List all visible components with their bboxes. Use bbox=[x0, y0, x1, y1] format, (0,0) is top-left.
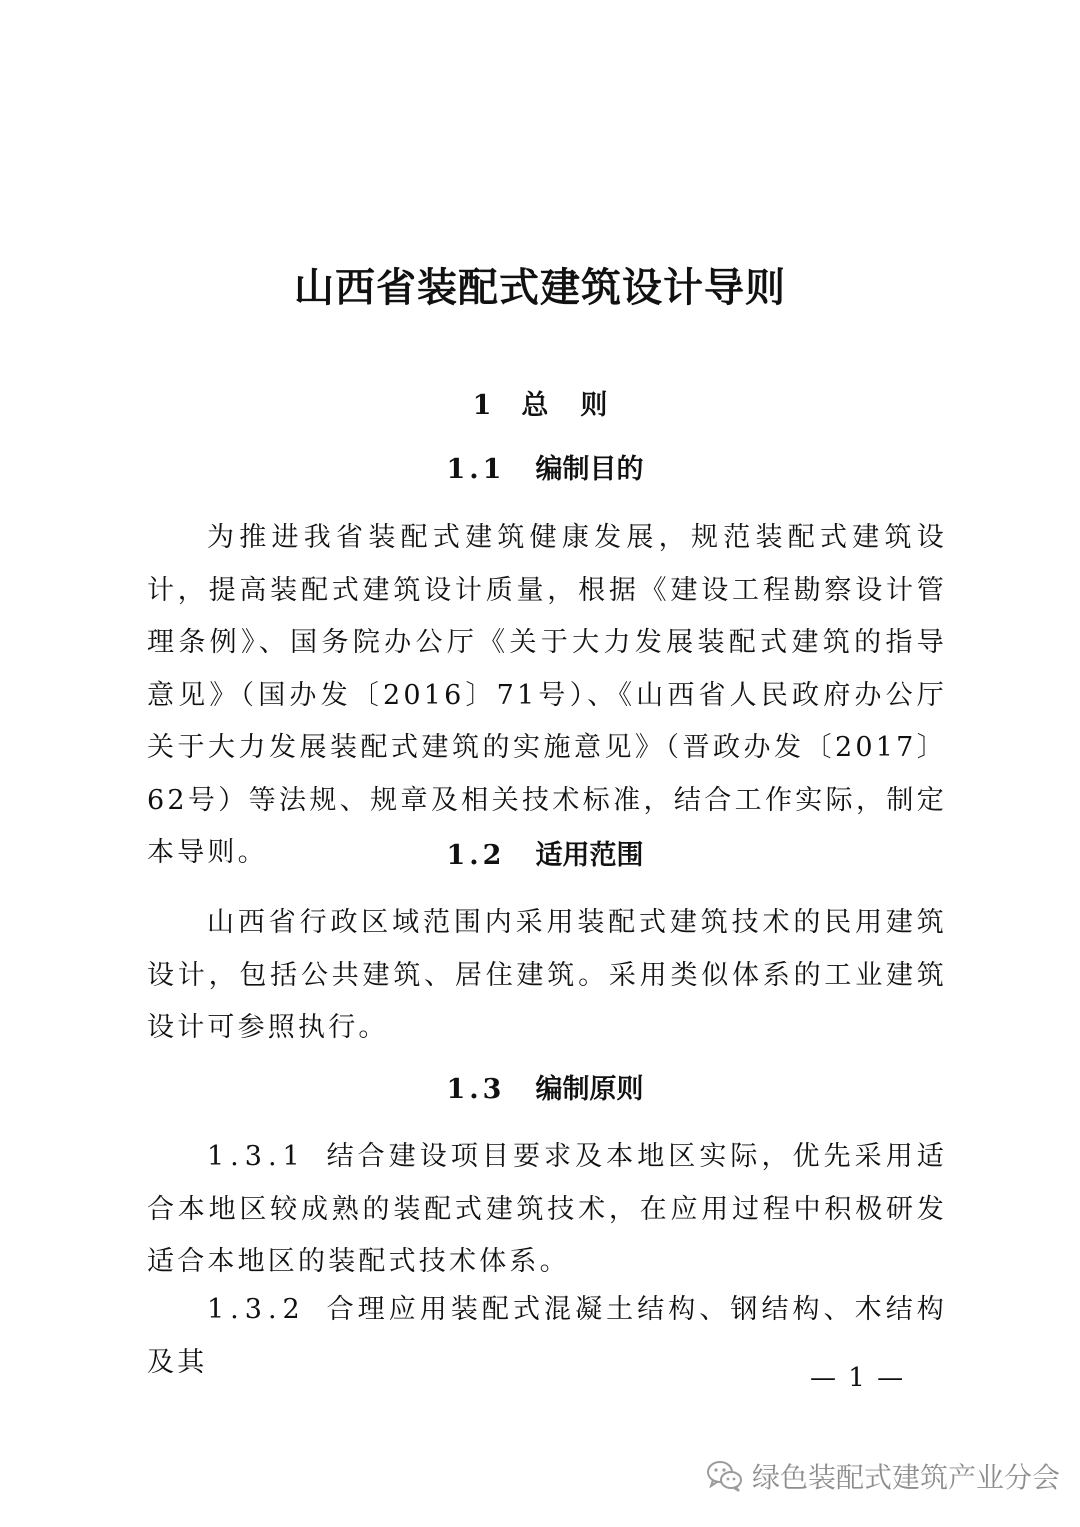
section-number: 1.3 bbox=[446, 1074, 506, 1105]
chapter-number: 1 bbox=[472, 390, 492, 421]
section-title: 编制目的 bbox=[535, 454, 644, 485]
section-heading-1-1 bbox=[0, 448, 1080, 492]
clause-text: 合理应用装配式混凝土结构、钢结构、木结构及其 bbox=[147, 1294, 947, 1378]
chapter-heading bbox=[0, 384, 1080, 428]
paragraph-scope: 山西省行政区域范围内采用装配式建筑技术的民用建筑设计，包括公共建筑、居住建筑。采用类似体系的工业建筑设计可参照执行。 bbox=[147, 907, 947, 1043]
clause-number: 1.3.1 bbox=[207, 1141, 306, 1172]
section-number: 1.1 bbox=[446, 454, 506, 485]
clause-1-3-1 bbox=[147, 1131, 947, 1289]
page-number: — 1 — bbox=[810, 1363, 906, 1393]
chapter-title-char-2: 则 bbox=[580, 390, 608, 421]
section-heading-1-2 bbox=[0, 834, 1080, 878]
clause-number: 1.3.2 bbox=[207, 1294, 306, 1325]
section-title: 编制原则 bbox=[535, 1074, 644, 1105]
wechat-icon bbox=[706, 1459, 744, 1493]
section-title: 适用范围 bbox=[535, 840, 644, 871]
paragraph-purpose: 为推进我省装配式建筑健康发展，规范装配式建筑设计，提高装配式建筑设计质量，根据《建设工程勘察设计管理条例》、国务院办公厅《关于大力发展装配式建筑的指导意见》（国办发〔2016〕71号）、《山西省人民政府办公厅关于大力发展装配式建筑的实施意见》（晋政办发〔2017〕62号）等法规、规章及相关技术标准，结合工作实际，制定本导则。 bbox=[147, 522, 947, 868]
watermark bbox=[706, 1452, 1060, 1500]
clause-text: 结合建设项目要求及本地区实际，优先采用适合本地区较成熟的装配式建筑技术，在应用过程中积极研发适合本地区的装配式技术体系。 bbox=[147, 1141, 947, 1277]
chapter-title-char-1: 总 bbox=[521, 390, 549, 421]
section-heading-1-3 bbox=[0, 1068, 1080, 1112]
section-number: 1.2 bbox=[446, 840, 506, 871]
page-title: 山西省装配式建筑设计导则 bbox=[294, 264, 786, 311]
watermark-text: 绿色装配式建筑产业分会 bbox=[752, 1461, 1061, 1494]
